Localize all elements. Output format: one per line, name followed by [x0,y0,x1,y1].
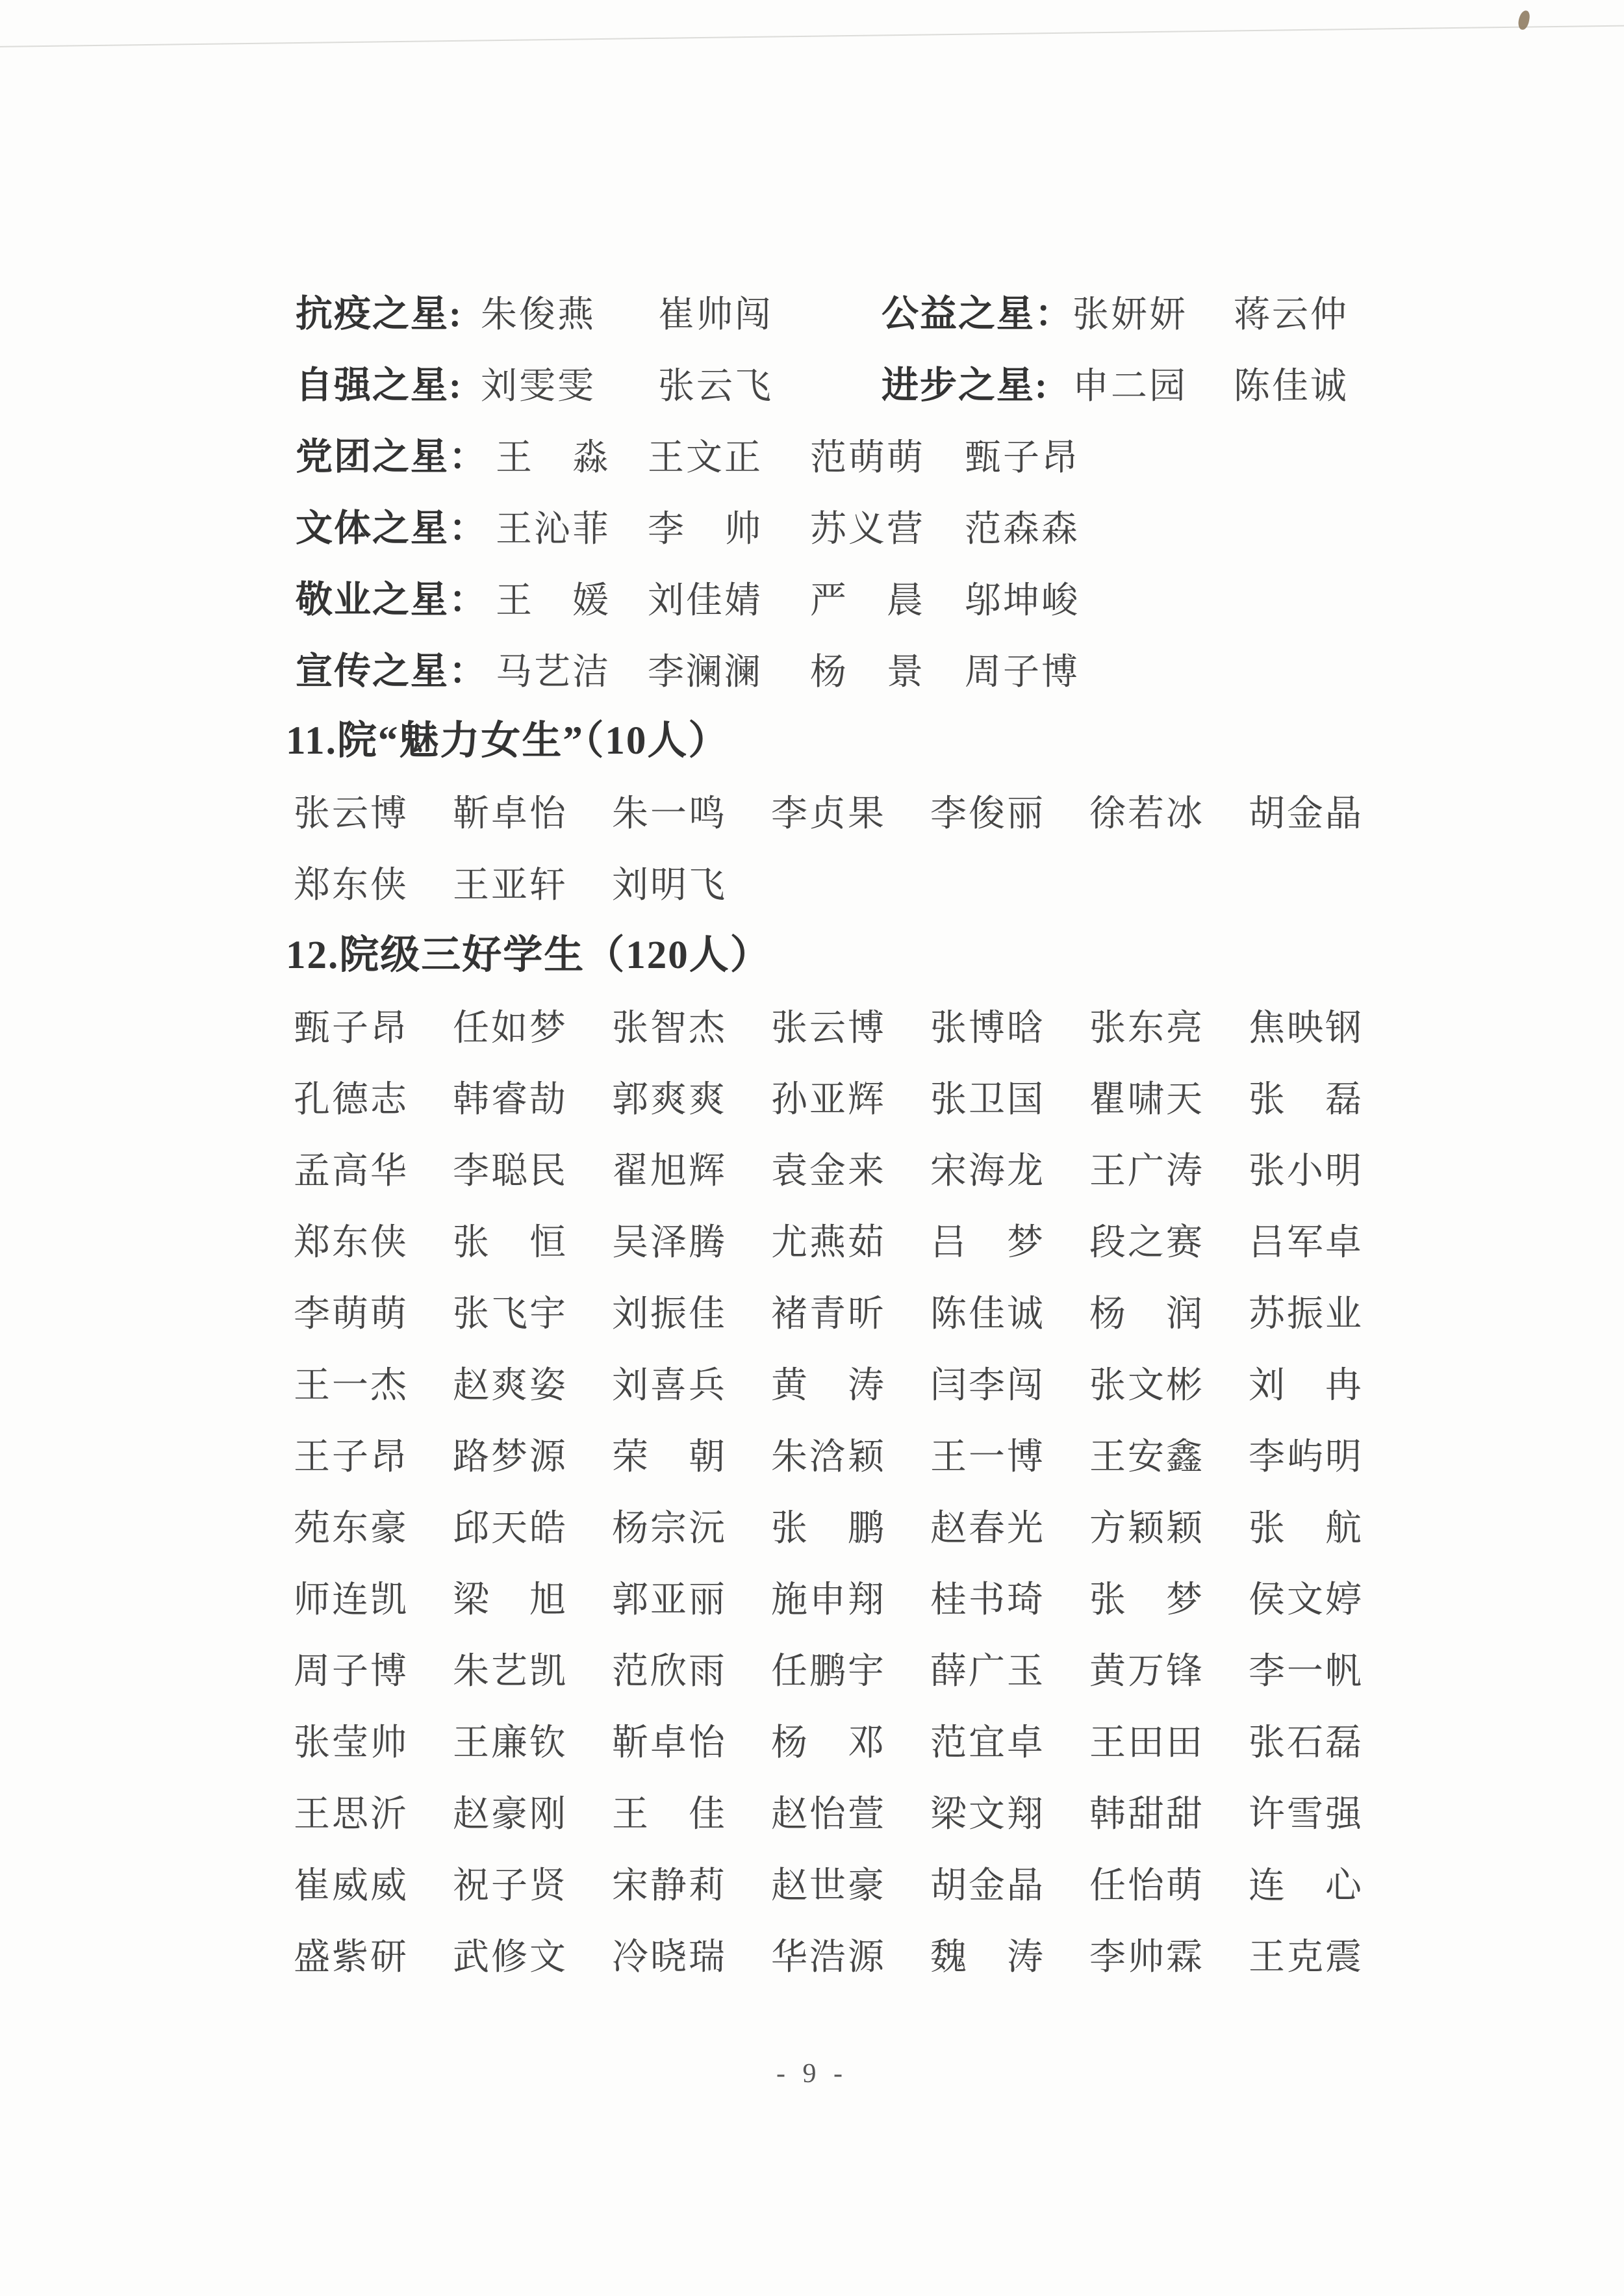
student-name: 张云博 [294,794,409,834]
name-row [294,1366,1528,1437]
student-name: 郑东侠 [294,865,409,906]
student-name: 张卫国 [930,1080,1045,1120]
student-name: 许雪强 [1249,1794,1364,1835]
student-name: 刘明飞 [612,865,727,906]
student-name: 张 恒 [453,1223,568,1263]
student-name: 苑东豪 [294,1509,409,1549]
student-name: 宋海龙 [930,1151,1045,1192]
section-12-heading: 12.院级三好学生（120人） [286,934,771,977]
student-name: 王一杰 [294,1366,409,1406]
student-name: 张云飞 [658,366,773,407]
award-label: 抗疫之星: [296,294,463,335]
student-name: 薛广玉 [930,1652,1045,1692]
student-name: 梁 旭 [453,1580,568,1620]
student-name: 张飞宇 [453,1294,568,1334]
student-name: 刘振佳 [612,1294,727,1334]
student-name: 冷晓瑞 [612,1937,727,1978]
student-name: 袁金来 [771,1151,886,1192]
name-row [294,1937,1528,2009]
student-name: 王安鑫 [1089,1437,1204,1477]
student-name: 赵春光 [930,1509,1045,1549]
award-label: 进步之星: [882,365,1048,406]
student-name: 王文正 [648,438,763,478]
student-name: 杨 润 [1089,1294,1204,1334]
star-award-row [296,580,1504,651]
student-name: 张莹帅 [294,1723,409,1763]
student-name: 胡金晶 [930,1866,1045,1906]
student-name: 焦映钢 [1249,1008,1364,1049]
student-name: 王一博 [930,1437,1045,1477]
name-row [294,1151,1528,1223]
student-name: 华浩源 [771,1937,886,1978]
star-award-row [296,437,1504,508]
student-name: 胡金晶 [1249,794,1364,834]
student-name: 尤燕茹 [771,1223,886,1263]
student-name: 郭亚丽 [612,1580,727,1620]
student-name: 张博晗 [930,1008,1045,1049]
student-name: 郭爽爽 [612,1080,727,1120]
student-name: 杨 景 [810,652,925,693]
student-name: 连 心 [1249,1866,1364,1906]
section-11-heading: 11.院“魅力女生”（10人） [286,719,730,763]
student-name: 靳卓怡 [612,1723,727,1763]
student-name: 范萌萌 [810,438,925,478]
student-name: 甄子昂 [294,1008,409,1049]
student-name: 韩睿劼 [453,1080,568,1120]
student-name: 任如梦 [453,1008,568,1049]
student-name: 刘喜兵 [612,1366,727,1406]
student-name: 邱天皓 [453,1509,568,1549]
name-row [294,1580,1528,1652]
student-name: 施申翔 [771,1580,886,1620]
section-11-name-list [294,794,1528,937]
student-name: 李屿明 [1249,1437,1364,1477]
name-row [294,1008,1528,1080]
award-label: 自强之星: [296,365,463,406]
student-name: 段之赛 [1089,1223,1204,1263]
student-name: 侯文婷 [1249,1580,1364,1620]
student-name: 李帅霖 [1089,1937,1204,1978]
star-award-row [296,651,1504,722]
star-award-row [296,508,1504,580]
student-name: 张石磊 [1249,1723,1364,1763]
student-name: 王 媛 [496,581,611,621]
student-name: 邬坤峻 [965,581,1080,621]
section-12-name-list [294,1008,1528,2009]
student-name: 王广涛 [1089,1151,1204,1192]
student-name: 张 鹏 [771,1509,886,1549]
student-name: 孙亚辉 [771,1080,886,1120]
student-name: 师连凯 [294,1580,409,1620]
student-name: 王廉钦 [453,1723,568,1763]
student-name: 祝子贤 [453,1866,568,1906]
page-number: - 9 - [776,2059,848,2089]
student-name: 赵世豪 [771,1866,886,1906]
student-name: 范森森 [965,509,1080,550]
name-row [294,1080,1528,1151]
student-name: 王思沂 [294,1794,409,1835]
name-row [294,1294,1528,1366]
student-name: 王田田 [1089,1723,1204,1763]
student-name: 张小明 [1249,1151,1364,1192]
student-name: 梁文翔 [930,1794,1045,1835]
student-name: 路梦源 [453,1437,568,1477]
student-name: 周子博 [294,1652,409,1692]
student-name: 武修文 [453,1937,568,1978]
student-name: 李 帅 [648,509,763,550]
student-name: 李俊丽 [930,794,1045,834]
student-name: 张 航 [1249,1509,1364,1549]
name-row [294,1723,1528,1794]
student-name: 任鹏宇 [771,1652,886,1692]
student-name: 王 佳 [612,1794,727,1835]
student-name: 赵怡萱 [771,1794,886,1835]
student-name: 荣 朝 [612,1437,727,1477]
student-name: 李澜澜 [648,652,763,693]
student-name: 申二园 [1072,366,1187,407]
student-name: 李聪民 [453,1151,568,1192]
student-name: 杨 邓 [771,1723,886,1763]
student-name: 翟旭辉 [612,1151,727,1192]
student-name: 苏振业 [1249,1294,1364,1334]
name-row [294,1223,1528,1294]
student-name: 张云博 [771,1008,886,1049]
student-name: 方颖颖 [1089,1509,1204,1549]
student-name: 张智杰 [612,1008,727,1049]
student-name: 黄万锋 [1089,1652,1204,1692]
student-name: 朱浛颖 [771,1437,886,1477]
student-name: 张 梦 [1089,1580,1204,1620]
student-name: 王子昂 [294,1437,409,1477]
student-name: 范欣雨 [612,1652,727,1692]
star-awards-section [296,294,1504,722]
student-name: 严 晨 [810,581,925,621]
student-name: 张 磊 [1249,1080,1364,1120]
student-name: 郑东侠 [294,1223,409,1263]
student-name: 吕 梦 [930,1223,1045,1263]
student-name: 朱艺凯 [453,1652,568,1692]
student-name: 杨宗沅 [612,1509,727,1549]
student-name: 靳卓怡 [453,794,568,834]
student-name: 刘佳婧 [648,581,763,621]
student-name: 李萌萌 [294,1294,409,1334]
student-name: 瞿啸天 [1089,1080,1204,1120]
name-row [294,865,1528,937]
student-name: 周子博 [965,652,1080,693]
student-name: 赵爽姿 [453,1366,568,1406]
student-name: 李一帆 [1249,1652,1364,1692]
student-name: 甄子昂 [965,438,1080,478]
student-name: 王亚轩 [453,865,568,906]
student-name: 赵豪刚 [453,1794,568,1835]
student-name: 张东亮 [1089,1008,1204,1049]
student-name: 王克震 [1249,1937,1364,1978]
star-award-row [296,294,1504,365]
student-name: 刘雯雯 [481,366,596,407]
student-name: 朱一鸣 [612,794,727,834]
student-name: 张文彬 [1089,1366,1204,1406]
student-name: 崔帅闯 [658,295,773,335]
award-label: 敬业之星： [296,580,487,620]
student-name: 王 淼 [496,438,611,478]
scan-line-artifact [0,25,1624,47]
student-name: 桂书琦 [930,1580,1045,1620]
award-label: 党团之星： [296,437,487,478]
student-name: 韩甜甜 [1089,1794,1204,1835]
student-name: 闫李闯 [930,1366,1045,1406]
name-row [294,1437,1528,1509]
student-name: 魏 涛 [930,1937,1045,1978]
award-label: 宣传之星： [296,651,487,692]
student-name: 马艺洁 [496,652,611,693]
name-row [294,1509,1528,1580]
student-name: 苏义营 [810,509,925,550]
student-name: 任怡萌 [1089,1866,1204,1906]
student-name: 朱俊燕 [481,295,596,335]
student-name: 范宜卓 [930,1723,1045,1763]
name-row [294,794,1528,865]
student-name: 刘 冉 [1249,1366,1364,1406]
student-name: 王沁菲 [496,509,611,550]
student-name: 张妍妍 [1072,295,1187,335]
student-name: 孟高华 [294,1151,409,1192]
student-name: 吴泽腾 [612,1223,727,1263]
student-name: 徐若冰 [1089,794,1204,834]
name-row [294,1794,1528,1866]
award-label: 公益之星： [882,294,1073,335]
student-name: 孔德志 [294,1080,409,1120]
star-award-row [296,365,1504,437]
name-row [294,1652,1528,1723]
student-name: 陈佳诚 [1234,366,1349,407]
student-name: 蒋云仲 [1234,295,1349,335]
student-name: 盛紫研 [294,1937,409,1978]
student-name: 褚青昕 [771,1294,886,1334]
award-label: 文体之星： [296,508,487,549]
student-name: 吕军卓 [1249,1223,1364,1263]
student-name: 李贞果 [771,794,886,834]
student-name: 崔威威 [294,1866,409,1906]
student-name: 黄 涛 [771,1366,886,1406]
name-row [294,1866,1528,1937]
student-name: 宋静莉 [612,1866,727,1906]
student-name: 陈佳诚 [930,1294,1045,1334]
